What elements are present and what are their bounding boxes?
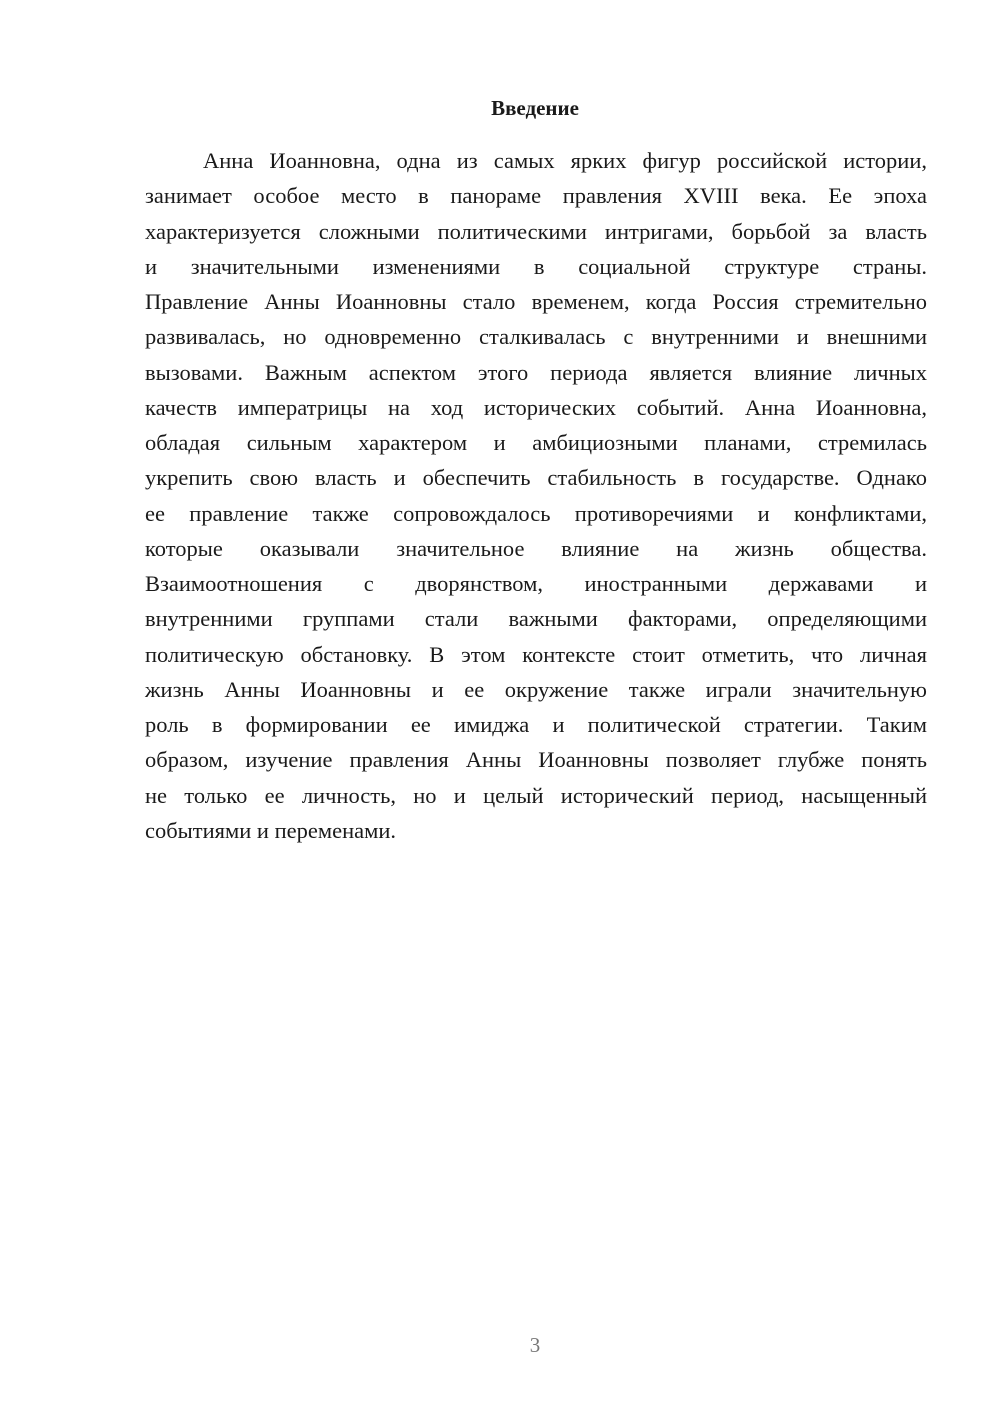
text-line: Анна Иоанновна, одна из самых ярких фигур российской истории, [203,148,927,173]
text-line: обладая сильным характером и амбициозными планами, стремилась [145,430,927,455]
text-line: образом, изучение правления Анны Иоанновны позволяет глубже понять [145,747,927,773]
text-line: укрепить свою власть и обеспечить стабильность в государстве. Однако [145,465,927,491]
page-number: 3 [529,1333,541,1357]
text-line: качеств императрицы на ход исторических событий. Анна Иоанновна, [145,394,927,420]
body-paragraph [145,143,927,848]
text-line: событиями и переменами. [145,817,397,843]
text-line: вызовами. Важным аспектом этого периода является влияние личных [145,359,927,385]
text-line: и значительными изменениями в социальной структуре страны. [145,253,927,279]
text-line: внутренними группами стали важными факторами, определяющими [145,606,927,632]
text-line: развивалась, но одновременно сталкивалась с внутренними и внешними [145,324,927,350]
text-line: жизнь Анны Иоанновны и ее окружение также играли значительную [145,676,927,702]
text-line: политическую обстановку. В этом контексте стоит отметить, что личная [145,641,927,667]
text-line: роль в формировании ее имиджа и политической стратегии. Таким [145,712,927,737]
text-line: занимает особое место в панораме правления XVIII века. Ее эпоха [145,183,927,209]
text-line: не только ее личность, но и целый исторический период, насыщенный [145,782,927,808]
page-title: Введение [491,96,579,120]
text-line: характеризуется сложными политическими интригами, борьбой за власть [145,218,927,244]
text-line: которые оказывали значительное влияние на жизнь общества. [145,535,927,561]
text-line: ее правление также сопровождалось противоречиями и конфликтами, [145,500,927,526]
text-line: Взаимоотношения с дворянством, иностранными державами и [145,571,927,596]
text-line: Правление Анны Иоанновны стало временем, когда Россия стремительно [145,289,927,314]
